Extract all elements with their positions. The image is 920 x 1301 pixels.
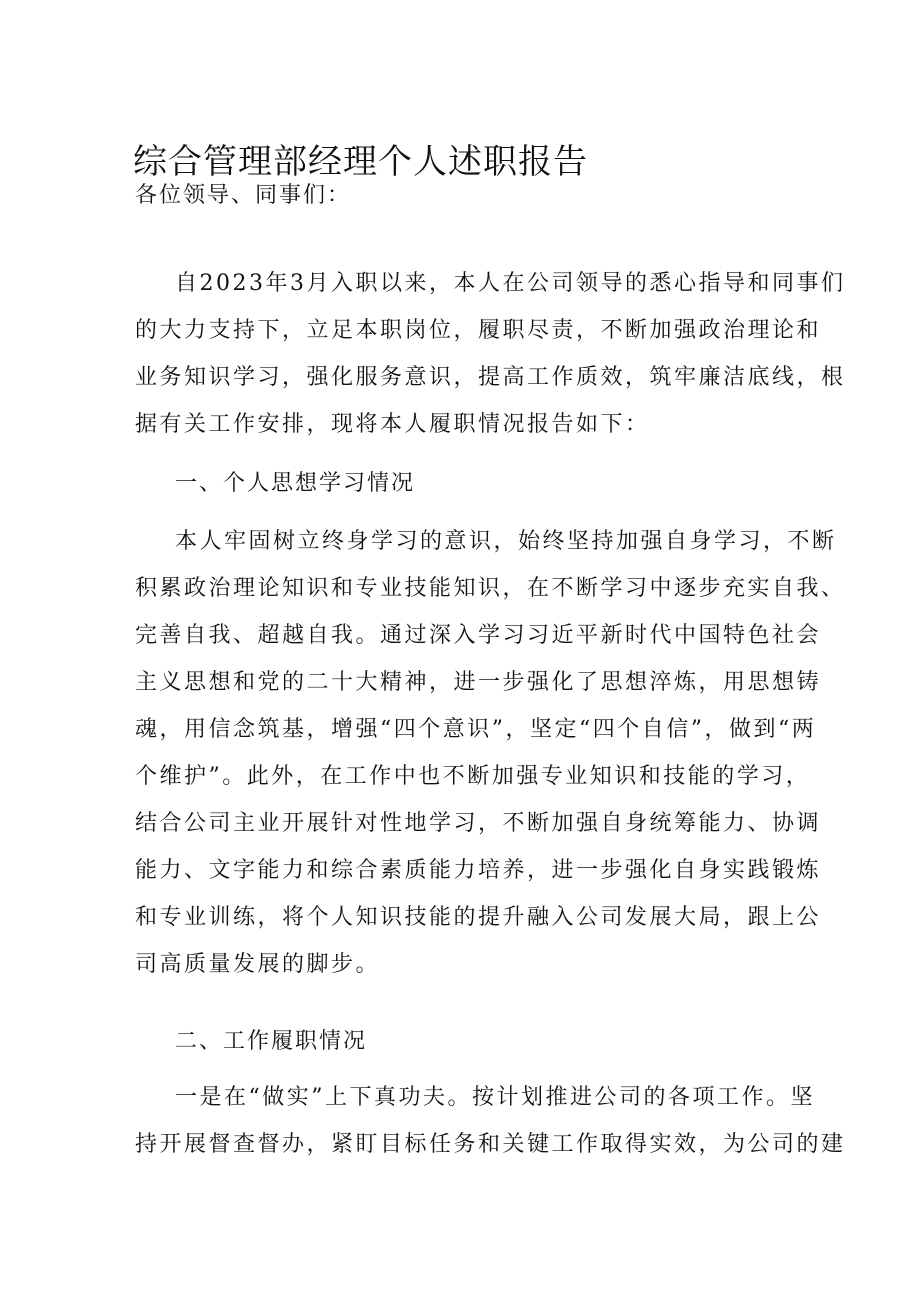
paragraph-line: 自2023年3月入职以来，本人在公司领导的悉心指导和同事们: [175, 271, 846, 296]
paragraph-line: 魂，用信念筑基，增强“四个意识”，坚定“四个自信”，做到“两: [135, 717, 817, 742]
paragraph-line: 据有关工作安排，现将本人履职情况报告如下：: [135, 412, 650, 437]
paragraph-line: 一是在“做实”上下真功夫。按计划推进公司的各项工作。坚: [175, 1085, 815, 1110]
intro-paragraph: [135, 260, 846, 448]
paragraph-line: 的大力支持下，立足本职岗位，履职尽责，不断加强政治理论和: [135, 318, 822, 343]
paragraph-line: 能力、文字能力和综合素质能力培养，进一步强化自身实践锻炼: [135, 858, 822, 883]
paragraph-line: 个维护”。此外，在工作中也不断加强专业知识和技能的学习，: [135, 764, 811, 789]
section1-paragraph: [135, 518, 846, 988]
section2-paragraph: [135, 1074, 846, 1168]
salutation: 各位领导、同事们：: [135, 183, 352, 208]
paragraph-line: 和专业训练，将个人知识技能的提升融入公司发展大局，跟上公: [135, 905, 822, 930]
paragraph-line: 司高质量发展的脚步。: [135, 952, 381, 977]
paragraph-line: 结合公司主业开展针对性地学习，不断加强自身统筹能力、协调: [135, 811, 822, 836]
paragraph-line: 持开展督查督办，紧盯目标任务和关键工作取得实效，为公司的建: [135, 1132, 846, 1157]
paragraph-line: 完善自我、超越自我。通过深入学习习近平新时代中国特色社会: [135, 623, 822, 648]
paragraph-line: 积累政治理论知识和专业技能知识，在不断学习中逐步充实自我、: [135, 576, 846, 601]
document-title: 综合管理部经理个人述职报告: [133, 142, 588, 182]
section-heading-1: 一、个人思想学习情况: [175, 471, 416, 496]
paragraph-line: 本人牢固树立终身学习的意识，始终坚持加强自身学习，不断: [175, 529, 837, 554]
paragraph-line: 业务知识学习，强化服务意识，提高工作质效，筑牢廉洁底线，根: [135, 365, 846, 390]
paragraph-line: 主义思想和党的二十大精神，进一步强化了思想淬炼，用思想铸: [135, 670, 822, 695]
section-heading-2: 二、工作履职情况: [175, 1029, 368, 1054]
